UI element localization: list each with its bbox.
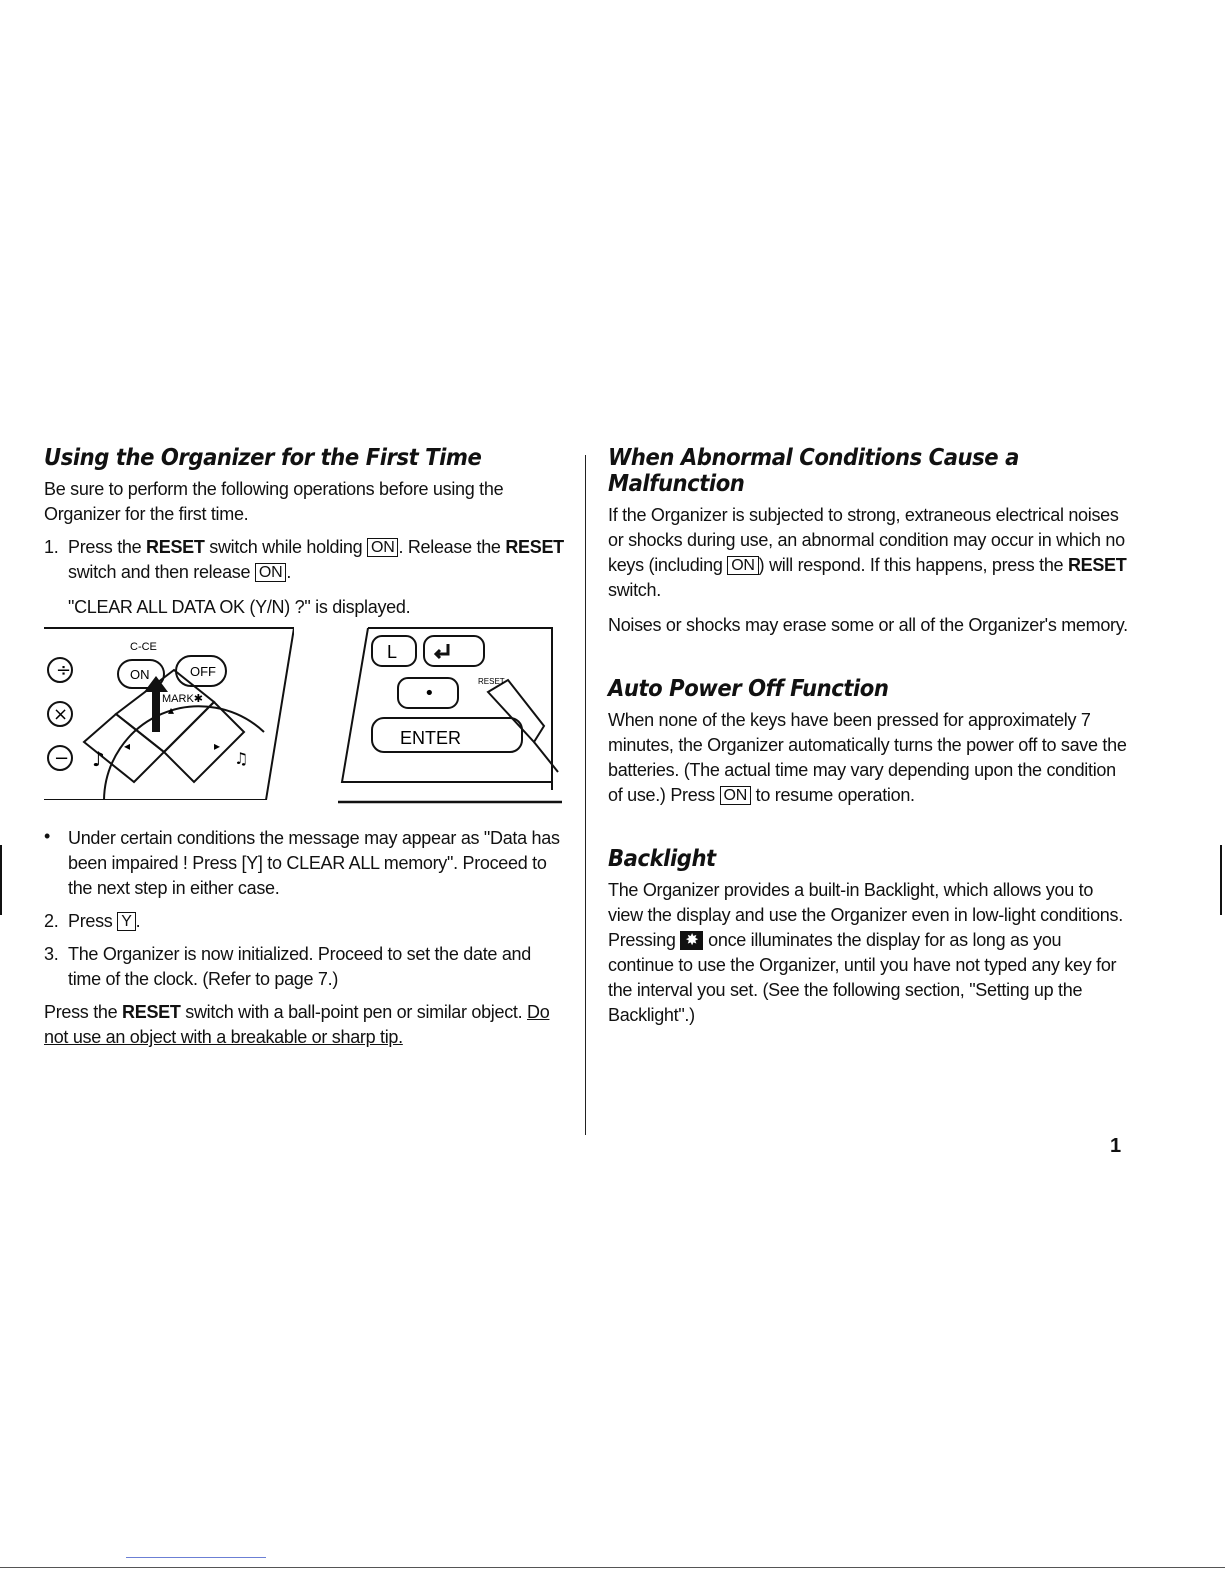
step-text: The Organizer is now initialized. Proceed to set the date and time of the clock. (Refer to page 7.) <box>68 944 531 989</box>
bell-icon: ♫ <box>234 749 249 768</box>
auto-power-off-text <box>608 708 1128 808</box>
multiply-icon: × <box>53 704 69 725</box>
noise-warning-text: Noises or shocks may erase some or all of the Organizer's memory. <box>608 615 1128 635</box>
step-text: . Release the <box>398 537 506 557</box>
backlight-icon: ✸ <box>680 931 703 950</box>
enter-key-label: ENTER <box>400 728 462 748</box>
paragraph-part: to resume operation. <box>750 785 915 805</box>
step-text: switch and then release <box>68 562 255 582</box>
on-key: ON <box>727 556 758 575</box>
right-edge-mark <box>1220 845 1222 915</box>
bullet-note <box>44 826 564 901</box>
keypad-illustration <box>44 622 294 800</box>
reset-switch-illustration <box>338 622 562 804</box>
step-text: Press <box>68 911 118 931</box>
backlight-text <box>608 878 1128 1028</box>
on-label: ON <box>130 667 150 682</box>
closing-part: switch with a ball-point pen or similar object. <box>180 1002 528 1022</box>
up-arrow-icon: ▴ <box>168 703 175 717</box>
section-title-first-time: Using the Organizer for the First Time <box>44 445 482 471</box>
closing-part: Press the <box>44 1002 123 1022</box>
display-message: "CLEAR ALL DATA OK (Y/N) ?" is displayed. <box>68 597 411 617</box>
reset-hole-label: RESET <box>478 677 505 686</box>
section-title-backlight: Backlight <box>608 846 716 872</box>
step-number: 3. <box>44 944 59 964</box>
paragraph-part: switch. <box>608 580 661 600</box>
minus-icon: − <box>54 748 70 769</box>
off-label: OFF <box>190 664 216 679</box>
dot-key-icon: • <box>424 683 435 704</box>
right-column <box>608 445 1128 1028</box>
step-text: Press the <box>68 537 147 557</box>
auto-power-off-section <box>608 676 1128 808</box>
paragraph-part: When none of the keys have been pressed for approximately 7 minutes, the Organizer automatically turns the power off to save the batteries. (The actual time may vary depending upon the condition of use.) Press <box>608 710 1127 805</box>
reset-label: RESET <box>146 537 205 557</box>
page-number: 1 <box>1110 1135 1122 1157</box>
note-icon: ♪ <box>92 747 105 771</box>
cce-label: C-CE <box>130 641 157 653</box>
on-key: ON <box>367 538 398 557</box>
closing-text <box>44 1000 564 1050</box>
step-number: 2. <box>44 911 59 931</box>
paragraph-part: The Organizer provides a built-in Backlight, which allows you to view the display and use the Organizer even in low-light conditions. Pressing <box>608 880 1123 950</box>
warning-text: Do not use an object with a breakable or sharp tip. <box>44 1002 550 1047</box>
reset-label: RESET <box>1067 555 1127 575</box>
step-3 <box>44 942 564 992</box>
y-key: Y <box>117 912 135 931</box>
section-title-auto-power-off: Auto Power Off Function <box>608 676 889 702</box>
bullet-text: Under certain conditions the message may appear as "Data has been impaired ! Press [Y] to CLEAR ALL memory". Proceed to the next step in either case. <box>68 828 560 898</box>
bullet-icon: • <box>44 826 51 846</box>
right-arrow-icon: ▸ <box>214 739 221 753</box>
paragraph-part: once illuminates the display for as long as you continue to use the Organizer, until you have not typed any key for the interval you set. (See the following section, "Setting up the Backlight".) <box>608 930 1117 1025</box>
footer-rule <box>0 1567 1225 1568</box>
malfunction-text <box>608 503 1128 603</box>
section-title-malfunction: When Abnormal Conditions Cause a Malfunction <box>608 445 1019 497</box>
return-arrow-icon <box>436 644 448 658</box>
reset-label: RESET <box>505 537 564 557</box>
backlight-section <box>608 846 1128 1028</box>
step-text: . <box>286 562 292 582</box>
step-2 <box>44 909 564 934</box>
left-edge-mark <box>0 845 2 915</box>
step-text: . <box>135 911 141 931</box>
step-1 <box>44 535 564 620</box>
paragraph-part: If the Organizer is subjected to strong, extraneous electrical noises or shocks during use, an abnormal condition may occur in which no keys (including <box>608 505 1125 575</box>
column-divider <box>585 455 586 1135</box>
reset-label: RESET <box>122 1002 181 1022</box>
step-text: switch while holding <box>204 537 368 557</box>
left-arrow-icon: ◂ <box>124 739 131 753</box>
step-number: 1. <box>44 537 59 557</box>
footer-link-line <box>126 1557 266 1558</box>
paragraph-part: ) will respond. If this happens, press the <box>758 555 1068 575</box>
mark-label: MARK✱ <box>162 693 203 705</box>
divide-icon: ÷ <box>56 660 72 681</box>
l-key-label: L <box>387 642 398 662</box>
intro-text: Be sure to perform the following operations before using the Organizer for the first time. <box>44 479 504 524</box>
on-key: ON <box>255 563 286 582</box>
on-key: ON <box>720 786 751 805</box>
